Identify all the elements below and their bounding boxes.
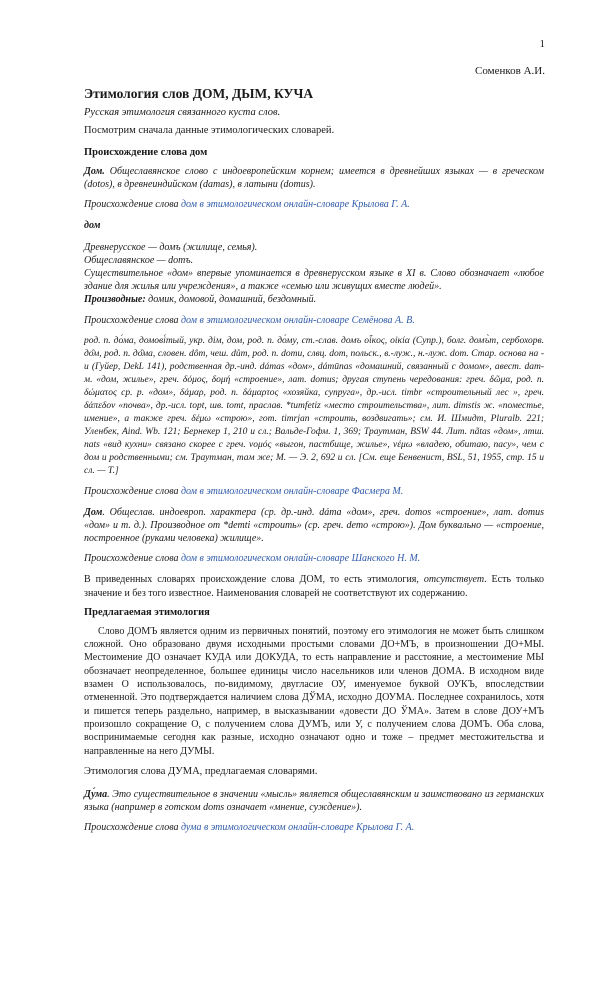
conclusion-italic: отсутствует [423, 574, 485, 586]
semenov-line-2: Общеславянское — domъ. [84, 254, 194, 266]
conclusion-paragraph [84, 573, 544, 600]
document-title: Этимология слов ДОМ, ДЫМ, КУЧА [84, 86, 314, 101]
source-prefix: Происхождение слова [84, 485, 181, 497]
krylov-source-link[interactable]: дом в этимологическом онлайн-словаре Крылова Г. А. [180, 199, 410, 211]
vasmer-entry: род. п. до́ма, домові́тый, укр. дім, дом, род. п. до́му, ст.-слав. домъ οἶκος, οἰκία (Супр.), болг. домъ̀т, сербохорв. до̑м, род. п. до̏ма, словен. dȏm, чеш. dům, род. п. domu, слвц. dom, польск., в.-луж., н.-луж. dom. Стар. основа на -u (Гуйер, DekL 141), родственная др.-инд. dámas «дом», dámūnas «домашний, связанный с домом», авест. dam- м. «дом, жилье», греч. δόμος, δομή «строение», лат. domus; другая ступень чередования: греч. δῶμα, род. п. δώματος ср. р. «дом», δάμαρ, род. п. δάμαρτος «хозяйка, супруга», др.-исл. timbr «строительный лес », греч. δάπεδον «почва», др.-исл. topt, шв. tomt, праслав. *tumfetiz «место строительства», лит. dimstis ж. «поместье, имение», а также греч. δέμω «строю», гот. timrjan «строить, воздвигать»; см. И. Шмидт, Pluralb. 221; Уленбек, Aind. Wb. 121; Бернекер 1, 210 и сл.; Вальде-Гофм. 1, 369; Траутман, BSW 44. Лит. nãtas «дом», лтш. nats «вид кухни» связано скорее с греч. νομός «выгон, пастбище, жилье», νέμω «владею, обитаю, пасу», чем с дом и родственными; см. Траутман, там же; М. — Э. 2, 692 и сл. [См. еще Бенвенист, BSL, 51, 1955, стр. 15 и сл. — Т.] [84, 335, 544, 476]
semenov-derived [84, 293, 544, 306]
vasmer-source-link[interactable]: дом в этимологическом онлайн-словаре Фасмера М. [180, 485, 404, 497]
source-prefix: Происхождение слова [84, 314, 181, 326]
shansky-source-link[interactable]: дом в этимологическом онлайн-словаре Шанского Н. М. [180, 553, 421, 565]
derived-label: Производные: [84, 294, 146, 306]
document-subtitle: Русская этимология связанного куста слов. [84, 107, 281, 118]
section-heading-proposed: Предлагаемая этимология [84, 606, 210, 618]
duma-headword: Ду́ма [84, 788, 108, 800]
krylov-text: Общеславянское слово с индоевропейским корнем; имеется в древнейших языках — в греческом (dotos), в древнеиндийском (damas), в латыни (domus). [84, 166, 544, 191]
source-prefix: Происхождение слова [84, 199, 181, 211]
shansky-source [84, 553, 544, 564]
conclusion-before: В приведенных словарях происхождение слова ДОМ, то есть этимология, [84, 574, 424, 586]
semenov-source [84, 315, 544, 326]
vasmer-source [84, 486, 544, 497]
document-body [84, 86, 544, 842]
krylov-source [84, 199, 544, 210]
semenov-source-link[interactable]: дом в этимологическом онлайн-словаре Семёнова А. В. [180, 314, 415, 326]
intro-paragraph: Посмотрим сначала данные этимологических словарей. [84, 125, 335, 136]
semenov-headword: дом [84, 220, 101, 232]
shansky-headword: Дом [84, 506, 103, 518]
krylov-headword: Дом. [84, 166, 105, 177]
source-prefix: Происхождение слова [84, 822, 181, 834]
duma-entry [84, 788, 544, 814]
shansky-entry [84, 506, 544, 546]
shansky-text: . Общеслав. индоевроп. характера (ср. др.-инд. dáma «дом», греч. domos «строение», лат. domus «дом» и т. д.). Производное от *demti «строить» (ср. греч. demo «строю»). Дом буквально — «строение, построенное (руками человека) жилище». [84, 506, 544, 545]
author-name: Соменков А.И. [475, 65, 545, 77]
duma-source-link[interactable]: дума в этимологическом онлайн-словаре Крылова Г. А. [180, 822, 415, 834]
semenov-text: Существительное «дом» впервые упоминается в древнерусском языке в XI в. Слово обозначает «любое здание для жилья или учреждения», а также «семью или живущих вместе людей». [84, 268, 544, 293]
derived-text: домик, домовой, домашний, бездомный. [145, 294, 317, 306]
duma-source [84, 822, 544, 833]
page-number: 1 [539, 38, 545, 50]
conclusion-after: . Есть только значение и без того известное. Наименования словарей не соответствуют их содержанию. [84, 574, 544, 599]
proposed-paragraph: Слово ДОМЪ является одним из первичных понятий, поэтому его этимология не может быть слишком сложной. Оно образовано двумя исходными простыми словами ДО+МЪ, в произношении ДО+МЫ. Местоимение ДО означает КУДА или ДОКУДА, то есть направление и расстояние, а местоимение МЫ обозначает неопределенное, большее единицы число насельников или членов ДОМА. В исходном виде взамен О использовалось, по-видимому, двугласие ОУ, именуемое буквой ОУКЪ, впоследствии отмененной. Это подтверждается наличием слова ДЎМА, исходно ДОУМА. Последнее сохранилось, хотя и пишется теперь раздельно, например, в высказывании «довести ДО ЎМА». Затем в слове ДОУ+МЪ произошло сокращение О, с получением слова ДУМЪ, или У, с получением слова ДОМЪ. Оба слова, воспринимаемые сегодня как разные, исходно означают одно и тоже – предмет местожительства и направленные на него ДУМЫ. [84, 625, 544, 757]
duma-intro: Этимология слова ДУМА, предлагаемая словарями. [84, 765, 318, 777]
source-prefix: Происхождение слова [84, 553, 181, 565]
duma-text: . Это существительное в значении «мысль» является общеславянским и заимствовано из германских языка (например в готском doms означает «мнение, суждение»). [84, 788, 544, 813]
krylov-entry [84, 165, 544, 191]
section-heading-origin: Происхождение слова дом [84, 147, 208, 158]
semenov-line-1: Древнерусское — домъ (жилище, семья). [84, 241, 258, 253]
